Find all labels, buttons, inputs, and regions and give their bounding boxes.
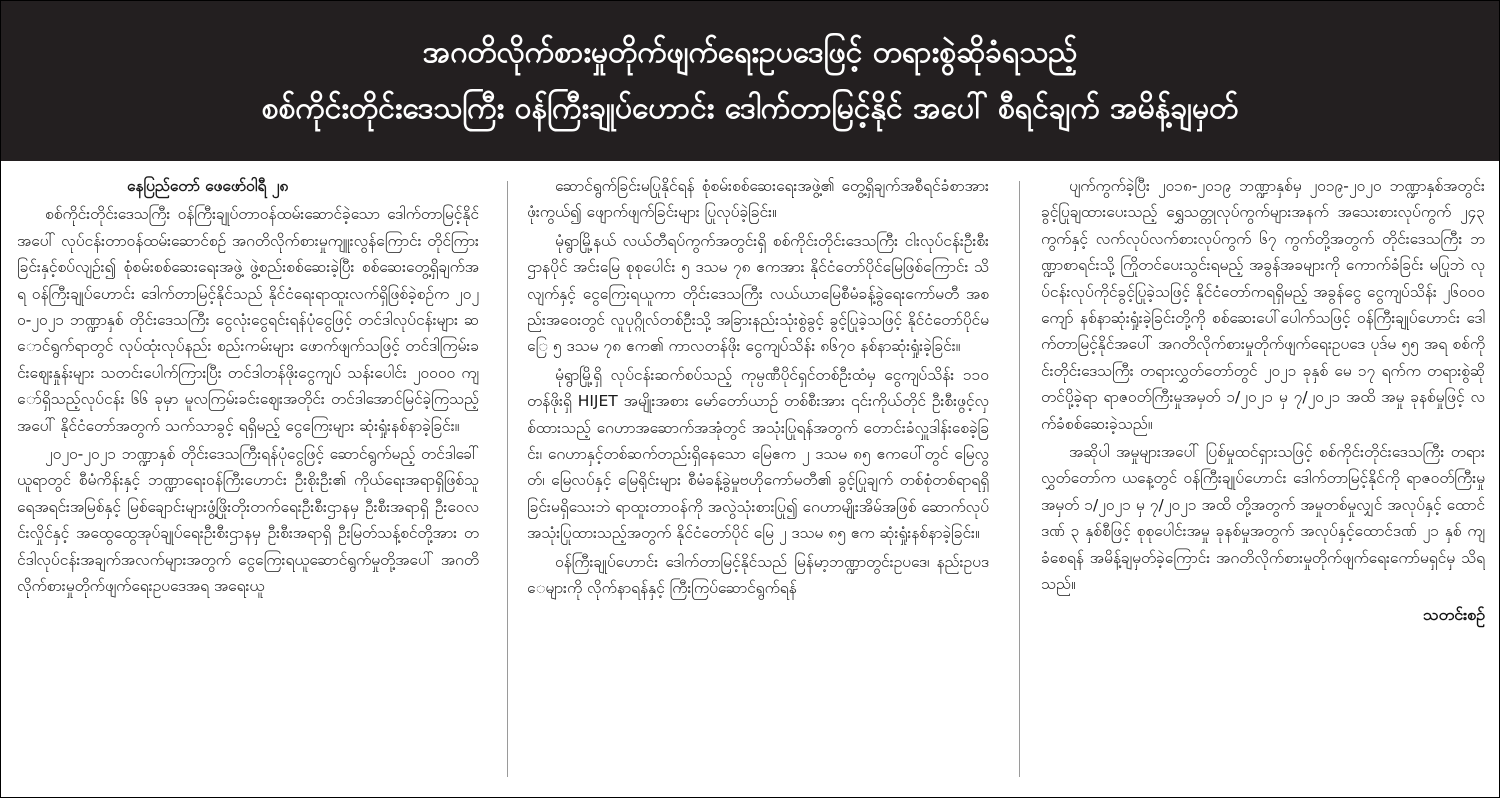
paragraph: ၂၀၂၀-၂၀၂၁ ဘဏ္ဍာနှစ် တိုင်းဒေသကြီးရန်ပုံငွေဖြင့် ဆောင်ရွက်မည့် တင်ဒါခေါ်ယူရာတွင် စီမံကိန်းနှင့် ဘဏ္ဍာရေးဝန်ကြီးဟောင်း ဦးစိုးဦး၏ ကိုယ်ရေးအရာရှိဖြစ်သူ ရေအရင်းအမြစ်နှင့် မြစ်ချောင်းများဖွံ့ဖြိုးတိုးတက်ရေးဦးစီးဌာနမှ ဦးစီးအရာရှိ ဦးဝေလင်းလှိုင်နှင့် အထွေထွေအုပ်ချုပ်ရေးဦးစီးဌာနမှ ဦးစီးအရာရှိ ဦးမြတ်သန့်စင်တို့အား တင်ဒါလုပ်ငန်းအချက်အလက်များအတွက် ငွေကြေးရယူဆောင်ရွက်မှုတို့အပေါ် အဂတိလိုက်စားမှုတိုက်ဖျက်ရေးဥပဒေအရ အရေးယူ [17,445,479,596]
column-divider [507,181,508,777]
paragraph: မုံရွာမြို့နယ် လယ်တီရပ်ကွက်အတွင်းရှိ စစ်ကိုင်းတိုင်းဒေသကြီး ငါးလုပ်ငန်းဦးစီးဌာနပိုင် အင်းမြေ စုစုပေါင်း ၅ ဒသမ ၇၈ ဧကအား နိုင်ငံတော်ပိုင်မြေဖြစ်ကြောင်း သိလျက်နှင့် ငွေကြေးရယူကာ တိုင်းဒေသကြီး လယ်ယာမြေစီမံခန့်ခွဲရေးကော်မတီ အစည်းအဝေးတွင် လူပုဂ္ဂိုလ်တစ်ဦးသို့ အခြားနည်းသုံးစွဲခွင့် ခွင့်ပြုခဲ့သဖြင့် နိုင်ငံတော်ပိုင်မြေ ၅ ဒသမ ၇၈ ဧက၏ ကာလတန်ဖိုး ငွေကျပ်သိန်း ၈၆၇၀ နစ်နာဆုံးရှုံးခဲ့ခြင်း။ [527,231,989,356]
article-column-3 [1041,173,1485,785]
dateline: နေပြည်တော် ဖေဖော်ဝါရီ ၂၈ [127,177,289,195]
paragraph: မုံရွာမြို့ရှိ လုပ်ငန်းဆက်စပ်သည့် ကုမ္ပဏီပိုင်ရှင်တစ်ဦးထံမှ ငွေကျပ်သိန်း ၁၁၀ တန်ဖိုးရှိ HIJET အမျိုးအစား မော်တော်ယာဉ် တစ်စီးအား ၎င်းကိုယ်တိုင် ဦးစီးဖွင့်လှစ်ထားသည့် ဂေဟာအဆောက်အအုံတွင် အသုံးပြုရန်အတွက် တောင်းခံလှူဒါန်းစေခဲ့ခြင်း၊ ဂေဟာနှင့်တစ်ဆက်တည်းရှိနေသော မြေဧက ၂ ဒသမ ၈၅ ဧကပေါ်တွင် မြေလွတ်၊ မြေလပ်နှင့် မြေရိုင်းများ စီမံခန့်ခွဲမှုဗဟိုကော်မတီ၏ ခွင့်ပြုချက် တစ်စုံတစ်ရာရရှိခြင်းမရှိသေးဘဲ ရာထူးတာဝန်ကို အလွဲသုံးစားပြု၍ ဂေဟာမျိုးအိမ်အဖြစ် ဆောက်လုပ်အသုံးပြုထားသည့်အတွက် နိုင်ငံတော်ပိုင် မြေ ၂ ဒသမ ၈၅ ဧက ဆုံးရှုံးနစ်နာခဲ့ခြင်း။ [527,365,989,543]
headline-line-2: စစ်ကိုင်းတိုင်းဒေသကြီး ဝန်ကြီးချုပ်ဟောင်း ဒေါက်တာမြင့်နိုင် အပေါ် စီရင်ချက် အမိန့်ချမှတ် [261,91,1239,126]
paragraph: ဝန်ကြီးချုပ်ဟောင်း ဒေါက်တာမြင့်နိုင်သည် မြန်မာ့ဘဏ္ဍာတွင်းဥပဒေ၊ နည်းဥပဒေများကို လိုက်နာရန်နှင့် ကြီးကြပ်ဆောင်ရွက်ရန် [527,552,989,598]
paragraph: စစ်ကိုင်းတိုင်းဒေသကြီး ဝန်ကြီးချုပ်တာဝန်ထမ်းဆောင်ခဲ့သော ဒေါက်တာမြင့်နိုင်အပေါ် လုပ်ငန်းတာဝန်ထမ်းဆောင်စဉ် အဂတိလိုက်စားမှုကျူးလွန်ကြောင်း တိုင်ကြားခြင်းနှင့်စပ်လျဉ်း၍ စုံစမ်းစစ်ဆေးရေးအဖွဲ့ ဖွဲ့စည်းစစ်ဆေးခဲ့ပြီး စစ်ဆေးတွေ့ရှိချက်အရ ဝန်ကြီးချုပ်ဟောင်း ဒေါက်တာမြင့်နိုင်သည် နိုင်ငံရေးရာထူးလက်ရှိဖြစ်ခဲ့စဉ်က ၂၀၂၀-၂၀၂၁ ဘဏ္ဍာနှစ် တိုင်းဒေသကြီး ငွေလုံးငွေရင်းရန်ပုံငွေဖြင့် တင်ဒါလုပ်ငန်းများ ဆောင်ရွက်ရာတွင် လုပ်ထုံးလုပ်နည်း စည်းကမ်းများ ဖောက်ဖျက်သဖြင့် တင်ဒါကြမ်းခင်းဈေးနှုန်းများ သတင်းပေါက်ကြားပြီး တင်ဒါတန်ဖိုးငွေကျပ် သန်းပေါင်း ၂၀၀၀၀ ကျော်ရှိသည့်လုပ်ငန်း ၆၆ ခုမှာ မူလကြမ်းခင်းဈေးအတိုင်း တင်ဒါအောင်မြင်ခဲ့ကြသည့်အပေါ် နိုင်ငံတော်အတွက် သက်သာခွင့် ရရှိမည့် ငွေကြေးများ ဆုံးရှုံးနစ်နာခဲ့ခြင်း။ [17,205,479,435]
paragraph: အဆိုပါ အမှုများအပေါ် ပြစ်မှုထင်ရှားသဖြင့် စစ်ကိုင်းတိုင်းဒေသကြီး တရားလွှတ်တော်က ယနေ့တွင် ဝန်ကြီးချုပ်ဟောင်း ဒေါက်တာမြင့်နိုင်ကို ရာဇဝတ်ကြီးမှုအမှတ် ၁/၂၀၂၁ မှ ၇/၂၀၂၁ အထိ တို့အတွက် အမှုတစ်မှုလျှင် အလုပ်နှင့် ထောင်ဒဏ် ၃ နှစ်စီဖြင့် စုစုပေါင်းအမှု ခုနစ်မှုအတွက် အလုပ်နှင့်ထောင်ဒဏ် ၂၁ နှစ် ကျခံစေရန် အမိန့်ချမှတ်ခဲ့ကြောင်း အဂတိလိုက်စားမှုတိုက်ဖျက်ရေးကော်မရှင်မှ သိရသည်။ [1041,443,1485,594]
column-divider [1019,181,1020,777]
article-column-2 [527,173,989,785]
article-column-1 [17,173,479,785]
article-body [17,173,1485,785]
headline-line-1: အဂတိလိုက်စားမှုတိုက်ဖျက်ရေးဥပဒေဖြင့် တရားစွဲဆိုခံရသည့် [422,35,1078,70]
byline: သတင်းစဉ် [1423,604,1485,624]
paragraph: ပျက်ကွက်ခဲ့ပြီး ၂၀၁၈-၂၀၁၉ ဘဏ္ဍာနှစ်မှ ၂၀၁၉-၂၀၂၀ ဘဏ္ဍာနှစ်အတွင်း ခွင့်ပြုချထားပေးသည့် ရွှေသတ္တုလုပ်ကွက်များအနက် အသေးစားလုပ်ကွက် ၂၄၃ ကွက်နှင့် လက်လုပ်လက်စားလုပ်ကွက် ၆၇ ကွက်တို့အတွက် တိုင်းဒေသကြီး ဘဏ္ဍာစာရင်းသို့ ကြိုတင်ပေးသွင်းရမည့် အခွန်အခများကို ကောက်ခံခြင်း မပြုဘဲ လုပ်ငန်းလုပ်ကိုင်ခွင့်ပြုခဲ့သဖြင့် နိုင်ငံတော်ကရရှိမည့် အခွန်ငွေ ငွေကျပ်သိန်း ၂၆၀၀၀ ကျော် နစ်နာဆုံးရှုံးခဲ့ခြင်းတို့ကို စစ်ဆေးပေါ်ပေါက်သဖြင့် ဝန်ကြီးချုပ်ဟောင်း ဒေါက်တာမြင့်နိုင်အပေါ် အဂတိလိုက်စားမှုတိုက်ဖျက်ရေးဥပဒေ ပုဒ်မ ၅၅ အရ စစ်ကိုင်းတိုင်းဒေသကြီး တရားလွှတ်တော်တွင် ၂၀၂၁ ခုနှစ် မေ ၁၇ ရက်က တရားစွဲဆိုတင်ပို့ခဲ့ရာ ရာဇဝတ်ကြီးမှုအမှတ် ၁/၂၀၂၁ မှ ၇/၂၀၂၁ အထိ အမှု ခုနစ်မှုဖြင့် လက်ခံစစ်ဆေးခဲ့သည်။ [1041,177,1485,433]
headline-banner [1,1,1499,161]
paragraph: ဆောင်ရွက်ခြင်းမပြုနိုင်ရန် စုံစမ်းစစ်ဆေးရေးအဖွဲ့၏ တွေ့ရှိချက်အစီရင်ခံစာအား ဖုံးကွယ်၍ ဖျောက်ဖျက်ခြင်းများ ပြုလုပ်ခဲ့ခြင်း။ [527,177,989,222]
